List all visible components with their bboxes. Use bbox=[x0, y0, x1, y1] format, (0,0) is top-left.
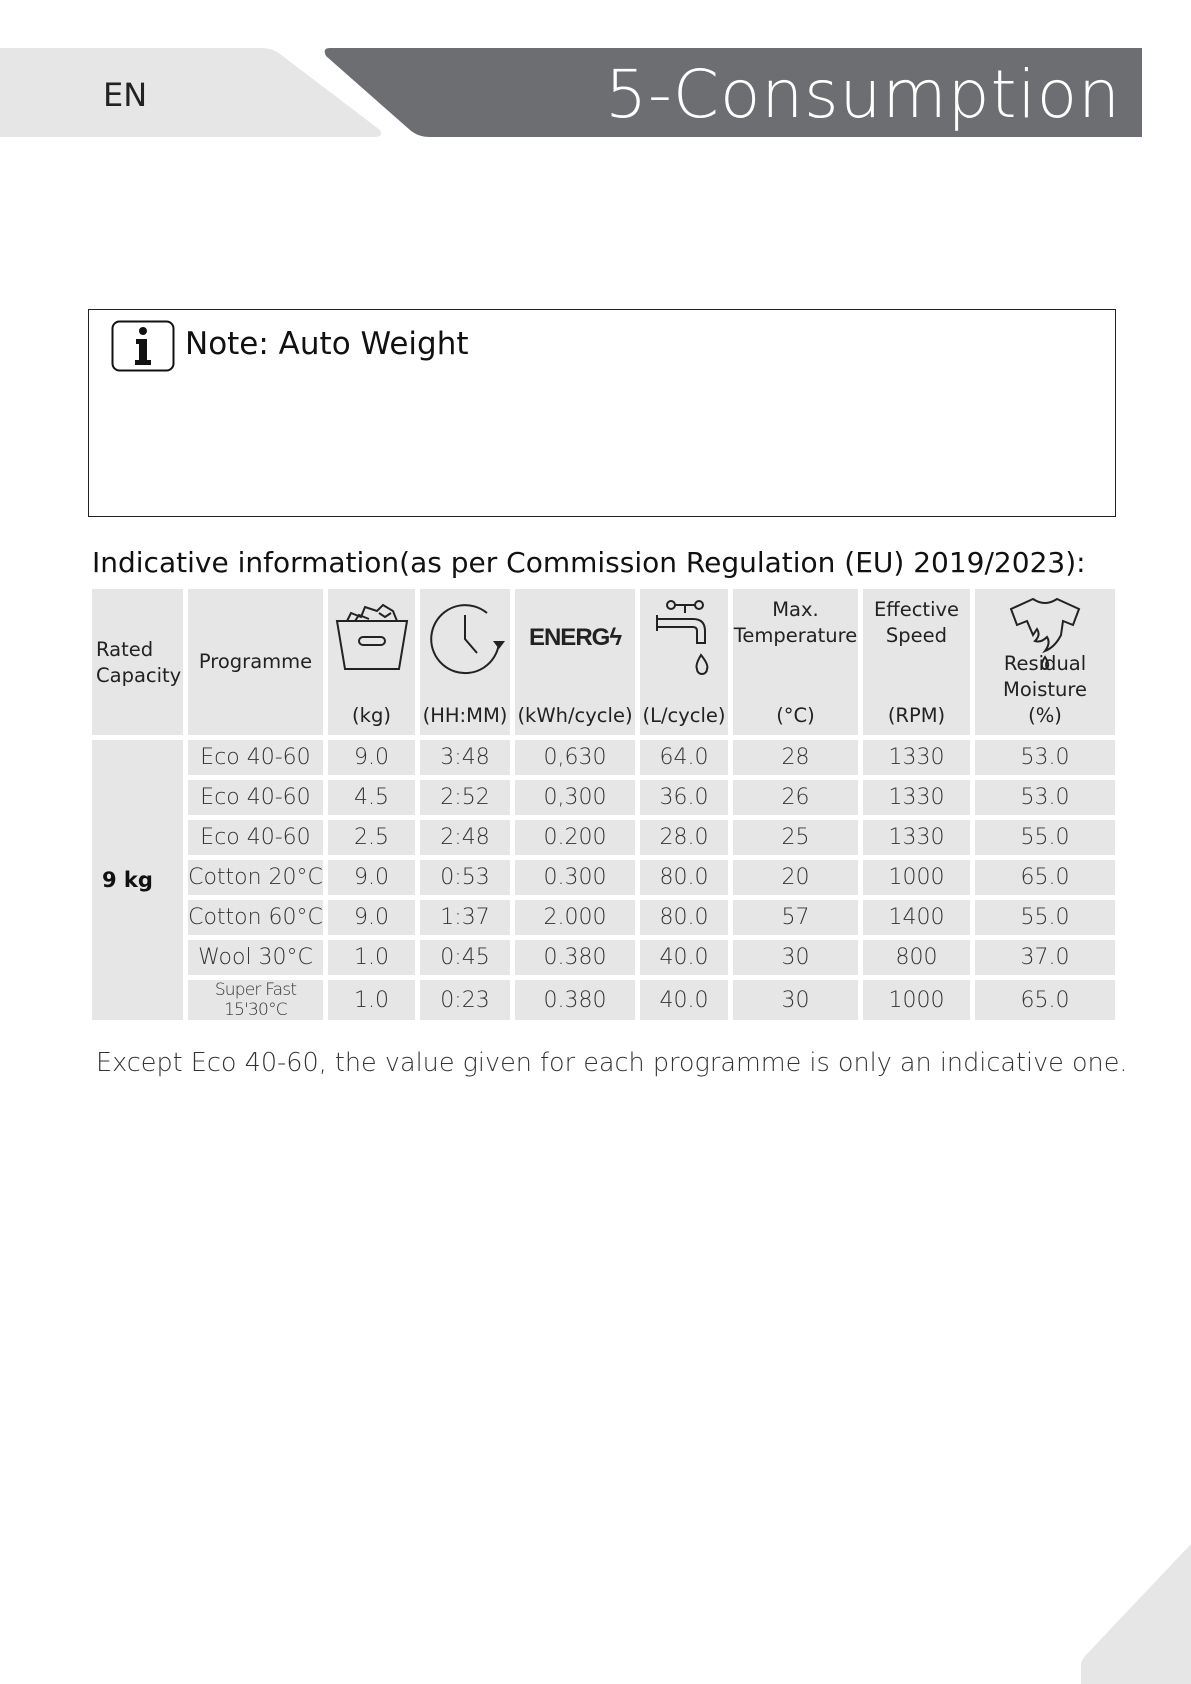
cell-water: 40.0 bbox=[640, 980, 728, 1020]
table-row bbox=[92, 740, 1115, 775]
table-row bbox=[92, 820, 1115, 855]
cell-moisture: 65.0 bbox=[975, 860, 1115, 895]
header-duration bbox=[420, 589, 510, 735]
table-row bbox=[92, 780, 1115, 815]
cell-programme: Eco 40-60 bbox=[188, 740, 323, 775]
cell-water: 36.0 bbox=[640, 780, 728, 815]
header-speed bbox=[863, 589, 970, 735]
cell-duration: 1:37 bbox=[420, 900, 510, 935]
page-title: 5-Consumption bbox=[605, 56, 1121, 133]
header-moisture bbox=[975, 589, 1115, 735]
header-moisture-title: Residual Moisture (%) bbox=[1003, 652, 1087, 727]
cell-duration: 3:48 bbox=[420, 740, 510, 775]
cell-temperature: 25 bbox=[733, 820, 858, 855]
table-body bbox=[92, 740, 1115, 1020]
cell-programme: Eco 40-60 bbox=[188, 820, 323, 855]
cell-water: 28.0 bbox=[640, 820, 728, 855]
footnote: Except Eco 40-60, the value given for each programme is only an indicative one. bbox=[96, 1048, 1128, 1078]
cell-duration: 0:45 bbox=[420, 940, 510, 975]
cell-speed: 1330 bbox=[863, 820, 970, 855]
cell-moisture: 53.0 bbox=[975, 780, 1115, 815]
cell-weight: 9.0 bbox=[328, 740, 415, 775]
header-energy bbox=[515, 589, 635, 735]
cell-moisture: 37.0 bbox=[975, 940, 1115, 975]
cell-speed: 1330 bbox=[863, 780, 970, 815]
cell-speed: 1000 bbox=[863, 860, 970, 895]
rated-capacity-value: 9 kg bbox=[92, 740, 183, 1020]
cell-water: 64.0 bbox=[640, 740, 728, 775]
cell-weight: 9.0 bbox=[328, 900, 415, 935]
header-temperature bbox=[733, 589, 858, 735]
header-water bbox=[640, 589, 728, 735]
cell-programme: Wool 30°C bbox=[188, 940, 323, 975]
cell-weight: 2.5 bbox=[328, 820, 415, 855]
cell-water: 80.0 bbox=[640, 900, 728, 935]
header-temperature-title: Max. Temperature bbox=[733, 598, 858, 647]
cell-temperature: 30 bbox=[733, 940, 858, 975]
cell-temperature: 28 bbox=[733, 740, 858, 775]
table-row bbox=[92, 980, 1115, 1020]
cell-water: 80.0 bbox=[640, 860, 728, 895]
cell-energy: 0,300 bbox=[515, 780, 635, 815]
cell-duration: 2:52 bbox=[420, 780, 510, 815]
header-weight bbox=[328, 589, 415, 735]
header-duration-unit: (HH:MM) bbox=[422, 704, 508, 727]
cell-moisture: 53.0 bbox=[975, 740, 1115, 775]
cell-moisture: 65.0 bbox=[975, 980, 1115, 1020]
table-header-row bbox=[92, 589, 1115, 735]
cell-temperature: 20 bbox=[733, 860, 858, 895]
laundry-basket-icon bbox=[333, 599, 411, 673]
cell-programme: Eco 40-60 bbox=[188, 780, 323, 815]
cell-energy: 0,630 bbox=[515, 740, 635, 775]
info-icon bbox=[111, 320, 175, 372]
header-speed-unit: (RPM) bbox=[887, 704, 946, 727]
header-programme bbox=[188, 589, 323, 735]
cell-speed: 1400 bbox=[863, 900, 970, 935]
cell-speed: 1000 bbox=[863, 980, 970, 1020]
cell-weight: 9.0 bbox=[328, 860, 415, 895]
energy-label: ENERG bbox=[528, 624, 610, 651]
header-temperature-unit: (°C) bbox=[776, 704, 815, 727]
cell-energy: 0.300 bbox=[515, 860, 635, 895]
note-box bbox=[88, 309, 1116, 517]
cell-moisture: 55.0 bbox=[975, 900, 1115, 935]
cell-temperature: 30 bbox=[733, 980, 858, 1020]
section-title: Indicative information(as per Commission Regulation (EU) 2019/2023): bbox=[92, 546, 1086, 579]
table-row bbox=[92, 940, 1115, 975]
cell-weight: 1.0 bbox=[328, 940, 415, 975]
header-water-unit: (L/cycle) bbox=[642, 704, 726, 727]
cell-water: 40.0 bbox=[640, 940, 728, 975]
cell-duration: 0:53 bbox=[420, 860, 510, 895]
page-corner-decoration bbox=[1081, 1544, 1191, 1684]
cell-energy: 2.000 bbox=[515, 900, 635, 935]
header-rated-capacity bbox=[92, 589, 183, 735]
table-row bbox=[92, 860, 1115, 895]
cell-energy: 0.380 bbox=[515, 940, 635, 975]
lightning-icon: ϟ bbox=[609, 624, 622, 651]
note-title: Note: Auto Weight bbox=[185, 326, 469, 362]
cell-temperature: 57 bbox=[733, 900, 858, 935]
cell-weight: 1.0 bbox=[328, 980, 415, 1020]
language-label: EN bbox=[103, 76, 148, 114]
water-tap-icon bbox=[653, 599, 715, 681]
cell-energy: 0.200 bbox=[515, 820, 635, 855]
page-header bbox=[0, 0, 1191, 145]
header-speed-title: Effective Speed bbox=[873, 598, 960, 647]
cell-temperature: 26 bbox=[733, 780, 858, 815]
cell-moisture: 55.0 bbox=[975, 820, 1115, 855]
table-row bbox=[92, 900, 1115, 935]
cell-duration: 0:23 bbox=[420, 980, 510, 1020]
clock-icon bbox=[425, 599, 505, 679]
cell-speed: 1330 bbox=[863, 740, 970, 775]
cell-programme: Cotton 20°C bbox=[188, 860, 323, 895]
cell-weight: 4.5 bbox=[328, 780, 415, 815]
header-rated-capacity-label: Rated Capacity bbox=[96, 638, 182, 687]
cell-energy: 0.380 bbox=[515, 980, 635, 1020]
cell-duration: 2:48 bbox=[420, 820, 510, 855]
cell-programme: Super Fast 15'30°C bbox=[188, 980, 323, 1020]
header-energy-unit: (kWh/cycle) bbox=[517, 704, 633, 727]
header-weight-unit: (kg) bbox=[352, 704, 391, 727]
header-programme-label: Programme bbox=[198, 650, 313, 673]
consumption-table bbox=[87, 584, 1120, 1025]
cell-programme: Cotton 60°C bbox=[188, 900, 323, 935]
cell-speed: 800 bbox=[863, 940, 970, 975]
